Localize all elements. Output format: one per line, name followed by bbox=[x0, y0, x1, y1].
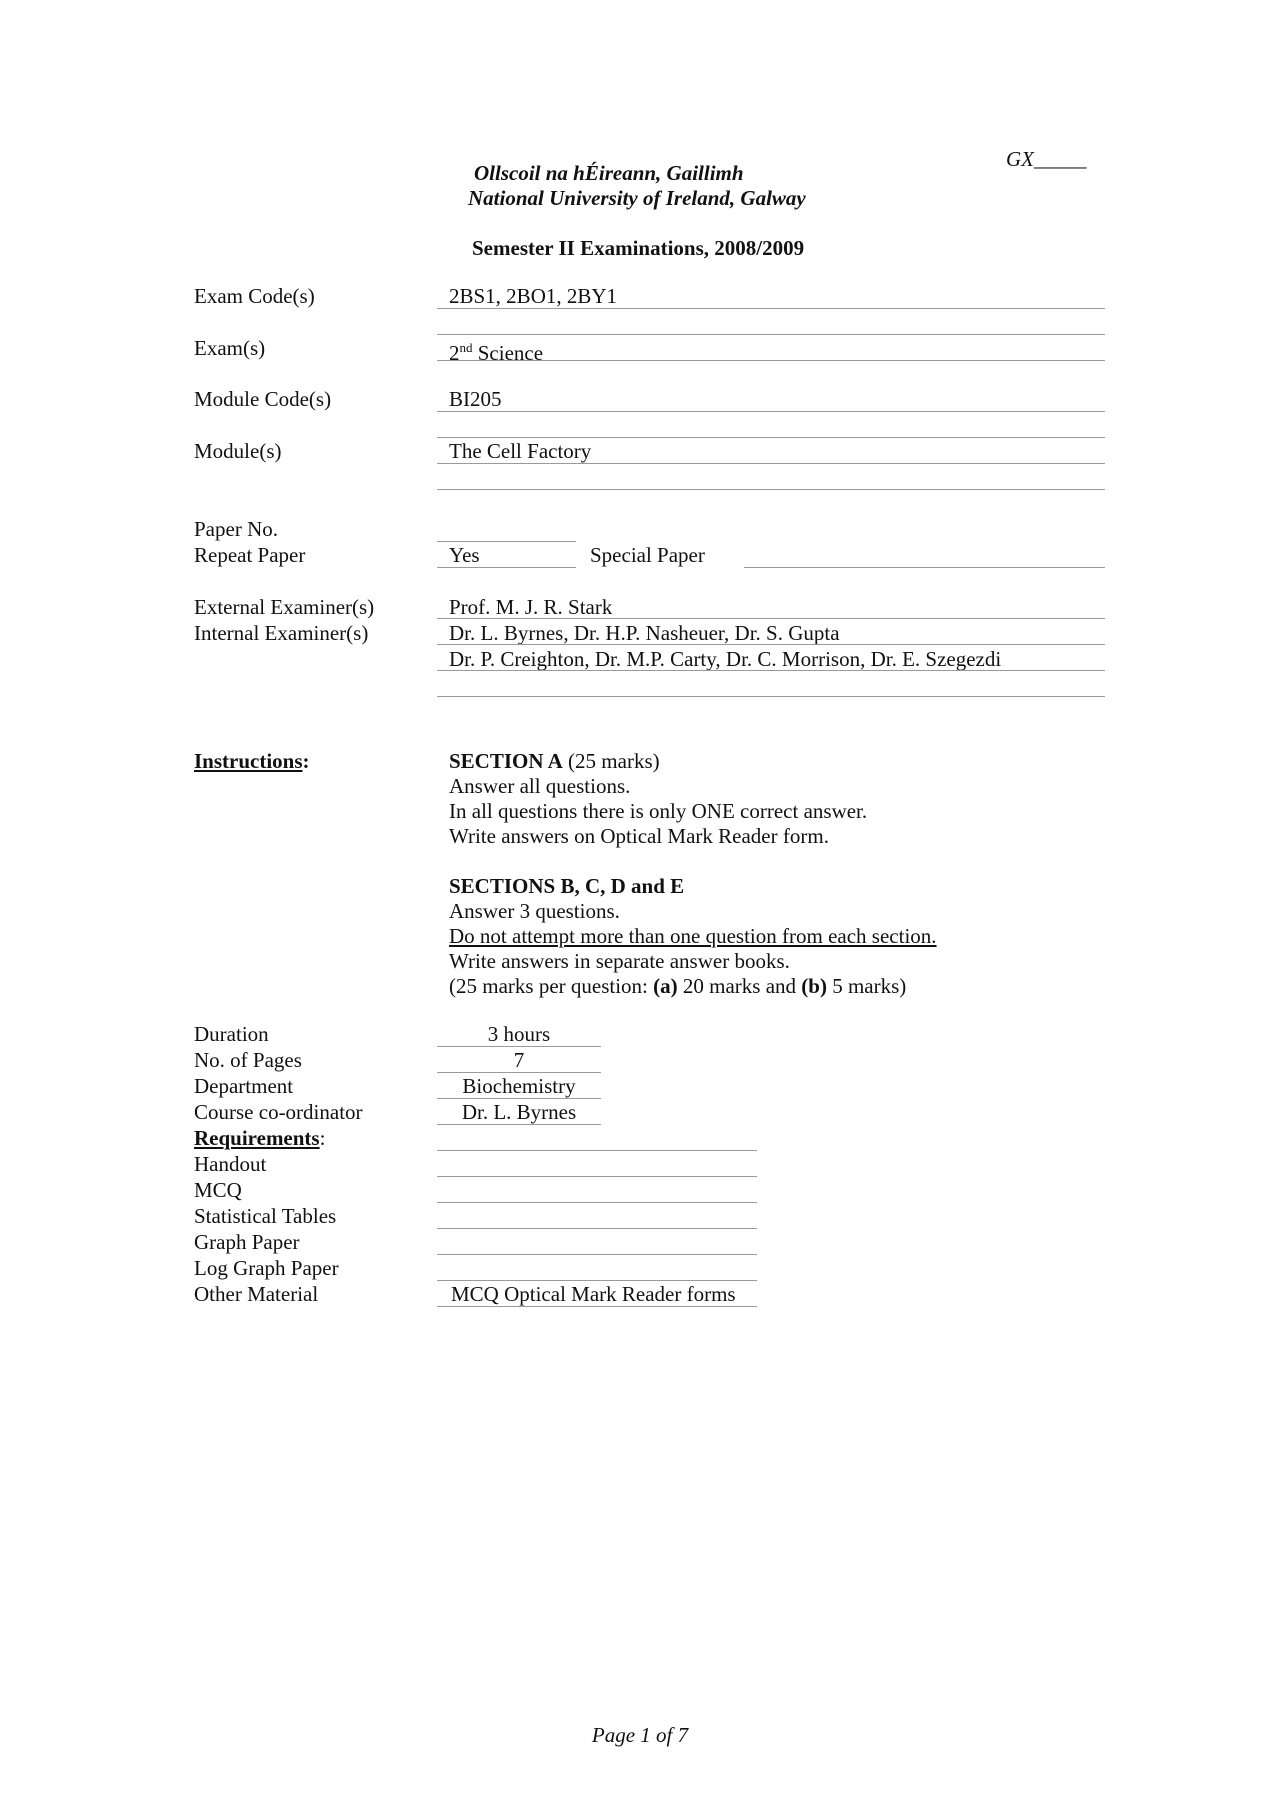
repeat-paper-label: Repeat Paper bbox=[194, 543, 306, 567]
coordinator-line bbox=[437, 1124, 601, 1125]
section-a-heading: SECTION A (25 marks) bbox=[449, 749, 660, 773]
page-number: Page 1 of 7 bbox=[591, 1723, 689, 1747]
module-codes-line bbox=[437, 411, 1105, 412]
other-material-value: MCQ Optical Mark Reader forms bbox=[451, 1282, 736, 1306]
duration-value: 3 hours bbox=[487, 1022, 551, 1046]
section-a-line-1: Answer all questions. bbox=[449, 774, 631, 798]
coordinator-value: Dr. L. Byrnes bbox=[461, 1100, 577, 1124]
university-irish-name: Ollscoil na hÉireann, Gaillimh bbox=[474, 161, 744, 185]
section-bcde-line-1: Answer 3 questions. bbox=[449, 899, 620, 923]
log-graph-paper-label: Log Graph Paper bbox=[194, 1256, 339, 1280]
university-english-name: National University of Ireland, Galway bbox=[468, 186, 806, 210]
section-a-line-3: Write answers on Optical Mark Reader form. bbox=[449, 824, 829, 848]
mcq-line bbox=[437, 1202, 757, 1203]
section-bcde-line-2: Do not attempt more than one question from each section. bbox=[449, 924, 937, 948]
instructions-label: Instructions: bbox=[194, 749, 310, 773]
module-codes-value: BI205 bbox=[449, 387, 502, 411]
modules-value: The Cell Factory bbox=[449, 439, 592, 463]
graph-paper-line bbox=[437, 1254, 757, 1255]
section-bcde-heading: SECTIONS B, C, D and E bbox=[449, 874, 685, 898]
external-examiners-line bbox=[437, 618, 1105, 619]
exams-line bbox=[437, 360, 1105, 361]
other-material-label: Other Material bbox=[194, 1282, 319, 1306]
modules-line bbox=[437, 463, 1105, 464]
internal-examiners-line-2: Dr. P. Creighton, Dr. M.P. Carty, Dr. C. Morrison, Dr. E. Szegezdi bbox=[449, 647, 1002, 671]
mcq-label: MCQ bbox=[194, 1178, 242, 1202]
pages-value: 7 bbox=[513, 1048, 525, 1072]
internal-examiners-rule-2 bbox=[437, 670, 1105, 671]
exam-codes-value: 2BS1, 2BO1, 2BY1 bbox=[449, 284, 618, 308]
modules-label: Module(s) bbox=[194, 439, 282, 463]
statistical-tables-label: Statistical Tables bbox=[194, 1204, 337, 1228]
exam-codes-label: Exam Code(s) bbox=[194, 284, 315, 308]
graph-paper-label: Graph Paper bbox=[194, 1230, 300, 1254]
pages-label: No. of Pages bbox=[194, 1048, 302, 1072]
semester-title: Semester II Examinations, 2008/2009 bbox=[472, 236, 805, 260]
gx-code: GX_____ bbox=[1006, 147, 1087, 171]
paper-no-label: Paper No. bbox=[194, 517, 278, 541]
requirements-line bbox=[437, 1150, 757, 1151]
handout-label: Handout bbox=[194, 1152, 267, 1176]
exam-codes-line bbox=[437, 308, 1105, 309]
internal-examiners-rule-3 bbox=[437, 696, 1105, 697]
department-value: Biochemistry bbox=[462, 1074, 576, 1098]
internal-examiners-label: Internal Examiner(s) bbox=[194, 621, 369, 645]
statistical-tables-line bbox=[437, 1228, 757, 1229]
internal-examiners-rule-1 bbox=[437, 644, 1105, 645]
marks-per-question: (25 marks per question: (a) 20 marks and (b) 5 marks) bbox=[449, 974, 907, 998]
repeat-paper-value: Yes bbox=[449, 543, 480, 567]
requirements-label: Requirements: bbox=[194, 1126, 326, 1150]
external-examiners-value: Prof. M. J. R. Stark bbox=[449, 595, 613, 619]
module-codes-label: Module Code(s) bbox=[194, 387, 332, 411]
exams-label: Exam(s) bbox=[194, 336, 266, 360]
special-paper-line bbox=[744, 567, 1105, 568]
other-material-line bbox=[437, 1306, 757, 1307]
handout-line bbox=[437, 1176, 757, 1177]
coordinator-label: Course co-ordinator bbox=[194, 1100, 363, 1124]
internal-examiners-line-1: Dr. L. Byrnes, Dr. H.P. Nasheuer, Dr. S. Gupta bbox=[449, 621, 840, 645]
department-label: Department bbox=[194, 1074, 294, 1098]
modules-line-2 bbox=[437, 489, 1105, 490]
section-bcde-line-3: Write answers in separate answer books. bbox=[449, 949, 790, 973]
section-a-line-2: In all questions there is only ONE correct answer. bbox=[449, 799, 868, 823]
exams-value: 2nd Science bbox=[449, 340, 544, 365]
duration-label: Duration bbox=[194, 1022, 269, 1046]
special-paper-label: Special Paper bbox=[590, 543, 705, 567]
repeat-paper-line bbox=[437, 567, 576, 568]
external-examiners-label: External Examiner(s) bbox=[194, 595, 375, 619]
